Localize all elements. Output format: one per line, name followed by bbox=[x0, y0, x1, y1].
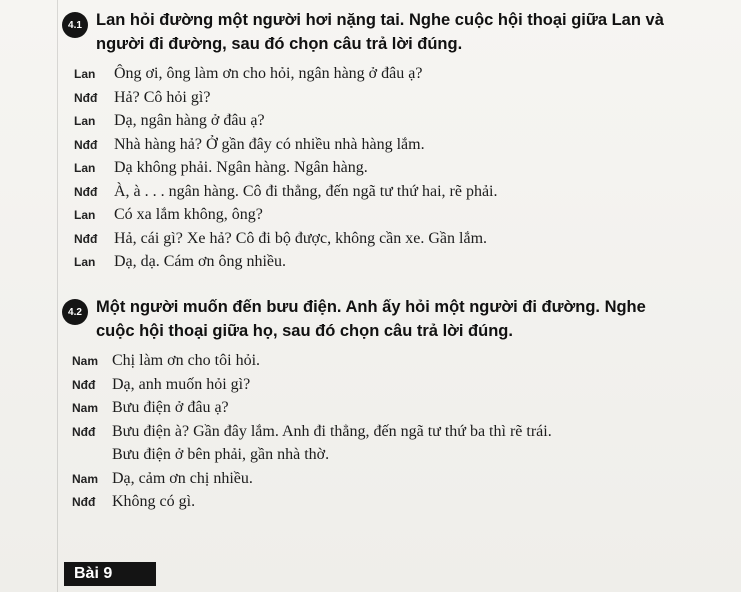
dialogue-line bbox=[62, 156, 722, 180]
exercise-heading bbox=[62, 8, 722, 56]
speaker-label: Lan bbox=[74, 208, 96, 222]
utterance: Có xa lắm không, ông? bbox=[114, 206, 263, 223]
utterance: Dạ, ngân hàng ở đâu ạ? bbox=[114, 112, 265, 129]
dialogue-line bbox=[62, 133, 722, 157]
dialogue-line bbox=[62, 349, 722, 373]
dialogue-line bbox=[62, 467, 722, 491]
utterance: Dạ không phải. Ngân hàng. Ngân hàng. bbox=[114, 159, 368, 176]
speaker-label: Lan bbox=[74, 255, 96, 269]
utterance: Ông ơi, ông làm ơn cho hỏi, ngân hàng ở đâu ạ? bbox=[114, 65, 423, 82]
speaker-label: Lan bbox=[74, 161, 96, 175]
exercise-number-badge: 4.2 bbox=[62, 299, 88, 325]
speaker-label: Nam bbox=[72, 471, 99, 486]
binding-edge bbox=[57, 0, 58, 592]
speaker-label: Nđđ bbox=[72, 495, 96, 509]
dialogue-line bbox=[62, 420, 722, 444]
utterance: Không có gì. bbox=[112, 493, 196, 510]
dialogue-line bbox=[62, 396, 722, 420]
speaker-label: Nđđ bbox=[74, 184, 98, 199]
speaker-label: Nam bbox=[72, 354, 99, 368]
speaker-label: Lan bbox=[74, 114, 96, 128]
dialogue-line bbox=[62, 109, 722, 133]
dialogue-line bbox=[62, 250, 722, 274]
dialogue-line bbox=[62, 490, 722, 514]
lesson-label: Bài 9 bbox=[64, 562, 156, 586]
utterance: Hả, cái gì? Xe hả? Cô đi bộ được, không cần xe. Gần lắm. bbox=[114, 229, 488, 247]
dialogue bbox=[62, 62, 722, 274]
utterance: Nhà hàng hả? Ở gần đây có nhiều nhà hàng lắm. bbox=[114, 135, 425, 153]
dialogue bbox=[62, 349, 722, 514]
speaker-label: Nam bbox=[72, 401, 99, 415]
exercise-title-line-2: cuộc hội thoại giữa họ, sau đó chọn câu trả lời đúng. bbox=[96, 322, 513, 340]
speaker-label: Nđđ bbox=[72, 377, 96, 392]
exercise-title-line-1: Lan hỏi đường một người hơi nặng tai. Nghe cuộc hội thoại giữa Lan và bbox=[96, 11, 664, 29]
exercise-4-2 bbox=[62, 295, 722, 514]
speaker-label: Nđđ bbox=[74, 231, 98, 246]
utterance: Bưu điện à? Gần đây lắm. Anh đi thẳng, đến ngã tư thứ ba thì rẽ trái. bbox=[112, 422, 552, 440]
exercise-title-line-2: người đi đường, sau đó chọn câu trả lời đúng. bbox=[96, 35, 463, 53]
dialogue-line bbox=[62, 373, 722, 397]
exercise-title-line-1: Một người muốn đến bưu điện. Anh ấy hỏi một người đi đường. Nghe bbox=[96, 298, 646, 316]
utterance: Hả? Cô hỏi gì? bbox=[114, 88, 211, 106]
speaker-label: Lan bbox=[74, 67, 96, 81]
dialogue-line bbox=[62, 227, 722, 251]
utterance: Chị làm ơn cho tôi hỏi. bbox=[112, 352, 261, 369]
exercise-number-badge: 4.1 bbox=[62, 12, 88, 38]
exercise-4-1 bbox=[62, 8, 722, 274]
utterance: Bưu điện ở bên phải, gần nhà thờ. bbox=[112, 446, 330, 463]
speaker-label: Nđđ bbox=[72, 424, 96, 439]
dialogue-line bbox=[62, 203, 722, 227]
dialogue-line bbox=[62, 180, 722, 204]
utterance: Dạ, anh muốn hỏi gì? bbox=[112, 375, 251, 393]
utterance: Dạ, cảm ơn chị nhiều. bbox=[112, 469, 253, 487]
utterance: Bưu điện ở đâu ạ? bbox=[112, 399, 229, 416]
exercise-heading bbox=[62, 295, 722, 343]
dialogue-line bbox=[62, 62, 722, 86]
speaker-label: Nđđ bbox=[74, 90, 98, 105]
dialogue-line bbox=[62, 86, 722, 110]
dialogue-line-continuation bbox=[62, 443, 722, 467]
speaker-label: Nđđ bbox=[74, 137, 98, 152]
utterance: Dạ, dạ. Cám ơn ông nhiều. bbox=[114, 253, 286, 270]
utterance: À, à . . . ngân hàng. Cô đi thẳng, đến ngã tư thứ hai, rẽ phải. bbox=[114, 182, 498, 200]
